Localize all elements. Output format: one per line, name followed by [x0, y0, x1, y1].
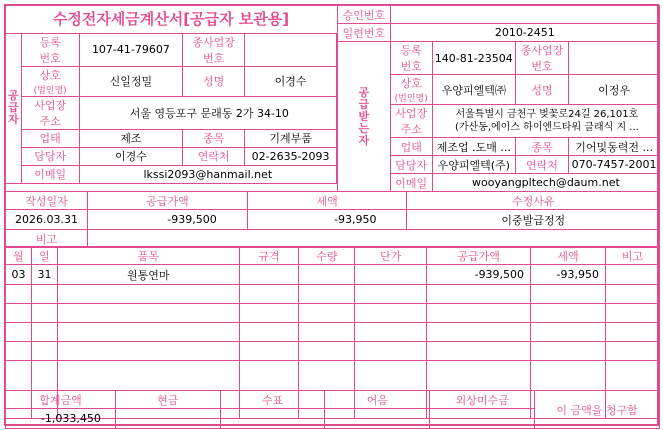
approval-no-value[interactable]: [390, 6, 659, 24]
totals-section: [5, 390, 660, 429]
table-row[interactable]: [6, 342, 660, 361]
right-block: [337, 5, 660, 192]
cell-tax[interactable]: -93,950: [531, 265, 606, 285]
serial-no-value[interactable]: 2010-2451: [390, 24, 659, 42]
buyer-company-label: 상호 (법인명): [390, 75, 432, 105]
buyer-type-value[interactable]: 제조업 .도매 ...: [432, 138, 515, 156]
cell-price[interactable]: [355, 285, 427, 304]
cell-qty[interactable]: [299, 342, 355, 361]
summary-date-label: 작성일자: [6, 192, 88, 210]
supplier-bizplace-label: 종사업장 번호: [183, 33, 245, 66]
cell-name[interactable]: [57, 323, 239, 342]
cell-spec[interactable]: [239, 265, 299, 285]
supplier-person-value[interactable]: 이경수: [79, 147, 183, 165]
page-title: 수정전자세금계산서[공급자 보관용]: [52, 10, 290, 29]
col-tax: 세액: [531, 247, 606, 265]
buyer-address-value[interactable]: 서울특별시 금천구 벚꽃로24길 26,101호 (가산동,에이스 하이엔드타워 클래식 지 ...: [432, 105, 659, 138]
cell-tax[interactable]: [531, 342, 606, 361]
cell-supply[interactable]: [427, 304, 531, 323]
cell-day[interactable]: [31, 285, 57, 304]
supplier-email-label: 이메일: [21, 165, 79, 183]
col-name: 품목: [57, 247, 239, 265]
serial-no-label: 일련번호: [338, 24, 391, 42]
table-row[interactable]: [6, 304, 660, 323]
credit-label: 외상미수금: [430, 391, 535, 409]
buyer-email-value[interactable]: wooyangpltech@daum.net: [432, 174, 659, 192]
cell-supply[interactable]: -939,500: [427, 265, 531, 285]
col-note: 비고: [605, 247, 659, 265]
buyer-reg-no-label: 등록 번호: [390, 42, 432, 75]
buyer-contact-label: 연락처: [515, 156, 568, 174]
cell-tax[interactable]: [531, 304, 606, 323]
buyer-person-label: 담당자: [390, 156, 432, 174]
supplier-email-value[interactable]: lkssi2093@hanmail.net: [79, 165, 336, 183]
supplier-reg-no-label: 등록 번호: [21, 33, 79, 66]
cell-spec[interactable]: [239, 304, 299, 323]
item-table-header-row: [6, 247, 660, 265]
buyer-type-label: 업태: [390, 138, 432, 156]
summary-tax-label: 세액: [247, 192, 407, 210]
tax-invoice-sheet: [4, 4, 659, 426]
cell-day[interactable]: 31: [31, 265, 57, 285]
check-value[interactable]: [220, 409, 325, 429]
cell-qty[interactable]: [299, 285, 355, 304]
col-spec: 규격: [239, 247, 299, 265]
summary-reason-value[interactable]: 이중발급정정: [407, 210, 660, 230]
supplier-side-label: 공 급 자: [6, 33, 22, 183]
cell-supply[interactable]: [427, 323, 531, 342]
cell-supply[interactable]: [427, 285, 531, 304]
supplier-person-label: 담당자: [21, 147, 79, 165]
left-block: [5, 5, 337, 192]
cell-month[interactable]: 03: [6, 265, 32, 285]
buyer-item-label: 종목: [515, 138, 568, 156]
note-value[interactable]: [325, 409, 430, 429]
credit-value[interactable]: [430, 409, 535, 429]
summary-supply-value[interactable]: -939,500: [87, 210, 247, 230]
supplier-bizplace-value[interactable]: [245, 33, 337, 66]
buyer-person-value[interactable]: 우양피엘텍(주): [432, 156, 515, 174]
cell-supply[interactable]: [427, 342, 531, 361]
supplier-ceo-value[interactable]: 이경수: [245, 66, 337, 96]
supplier-address-value[interactable]: 서울 영등포구 문래동 2가 34-10: [79, 96, 336, 129]
buyer-side-label: 공 급 받 는 자: [338, 42, 391, 192]
check-label: 수표: [220, 391, 325, 409]
supplier-type-label: 업태: [21, 129, 79, 147]
supplier-address-label: 사업장 주소: [21, 96, 79, 129]
supplier-item-value[interactable]: 기계부품: [245, 129, 337, 147]
cell-note[interactable]: [605, 285, 659, 304]
supplier-ceo-label: 성명: [183, 66, 245, 96]
cash-label: 현금: [115, 391, 220, 409]
cell-qty[interactable]: [299, 323, 355, 342]
buyer-email-label: 이메일: [390, 174, 432, 192]
cell-qty[interactable]: [299, 265, 355, 285]
col-qty: 수량: [299, 247, 355, 265]
cell-month[interactable]: [6, 304, 32, 323]
supplier-contact-value[interactable]: 02-2635-2093: [245, 147, 337, 165]
summary-remark-label: 비고: [6, 230, 88, 248]
col-price: 단가: [355, 247, 427, 265]
approval-no-label: 승인번호: [338, 6, 391, 24]
cell-name[interactable]: [57, 342, 239, 361]
cell-day[interactable]: [31, 323, 57, 342]
cell-tax[interactable]: [531, 323, 606, 342]
buyer-reg-no-value[interactable]: 140-81-23504: [432, 42, 515, 75]
summary-reason-label: 수정사유: [407, 192, 660, 210]
cell-name[interactable]: [57, 304, 239, 323]
cell-tax[interactable]: [531, 285, 606, 304]
cell-price[interactable]: [355, 342, 427, 361]
cell-note[interactable]: [605, 342, 659, 361]
summary-tax-value[interactable]: -93,950: [247, 210, 407, 230]
cell-price[interactable]: [355, 323, 427, 342]
supplier-type-value[interactable]: 제조: [79, 129, 183, 147]
top-section: [5, 5, 660, 192]
cell-month[interactable]: [6, 323, 32, 342]
cell-spec[interactable]: [239, 342, 299, 361]
summary-remark-value[interactable]: [87, 230, 659, 248]
cell-note[interactable]: [605, 265, 659, 285]
claim-text: 이 금액을 청구함: [535, 391, 660, 429]
supplier-company-label: 상호 (법인명): [21, 66, 79, 96]
cell-month[interactable]: [6, 285, 32, 304]
table-row[interactable]: [6, 265, 660, 285]
col-month: 월: [6, 247, 32, 265]
cell-name[interactable]: [57, 285, 239, 304]
note-label: 어음: [325, 391, 430, 409]
summary-supply-label: 공급가액: [87, 192, 247, 210]
supplier-contact-label: 연락처: [183, 147, 245, 165]
buyer-ceo-value[interactable]: 이정우: [569, 75, 660, 105]
cell-day[interactable]: [31, 342, 57, 361]
cell-qty[interactable]: [299, 304, 355, 323]
supplier-reg-no-value[interactable]: 107-41-79607: [79, 33, 183, 66]
supplier-item-label: 종목: [183, 129, 245, 147]
summary-date-value[interactable]: 2026.03.31: [6, 210, 88, 230]
cell-day[interactable]: [31, 304, 57, 323]
supplier-company-value[interactable]: 신일정밀: [79, 66, 183, 96]
cell-month[interactable]: [6, 342, 32, 361]
buyer-bizplace-label: 종사업장 번호: [515, 42, 568, 75]
cell-note[interactable]: [605, 304, 659, 323]
cash-value[interactable]: [115, 409, 220, 429]
cell-price[interactable]: [355, 265, 427, 285]
total-label: 합계금액: [6, 391, 116, 409]
col-day: 일: [31, 247, 57, 265]
cell-spec[interactable]: [239, 323, 299, 342]
buyer-company-value[interactable]: 우양피엘텍㈜: [432, 75, 515, 105]
table-row[interactable]: [6, 323, 660, 342]
col-supply: 공급가액: [427, 247, 531, 265]
buyer-ceo-label: 성명: [515, 75, 568, 105]
cell-name[interactable]: 원통연마: [57, 265, 239, 285]
table-row[interactable]: [6, 285, 660, 304]
buyer-bizplace-value[interactable]: [569, 42, 660, 75]
total-value[interactable]: -1,033,450: [6, 409, 116, 429]
cell-price[interactable]: [355, 304, 427, 323]
cell-spec[interactable]: [239, 285, 299, 304]
buyer-item-value[interactable]: 기어및동력전 ...: [569, 138, 660, 156]
buyer-contact-value[interactable]: 070-7457-2001: [569, 156, 660, 174]
buyer-address-label: 사업장 주소: [390, 105, 432, 138]
supplier-table: [5, 5, 337, 184]
buyer-table: [337, 5, 660, 192]
summary-section: [5, 191, 660, 248]
cell-note[interactable]: [605, 323, 659, 342]
